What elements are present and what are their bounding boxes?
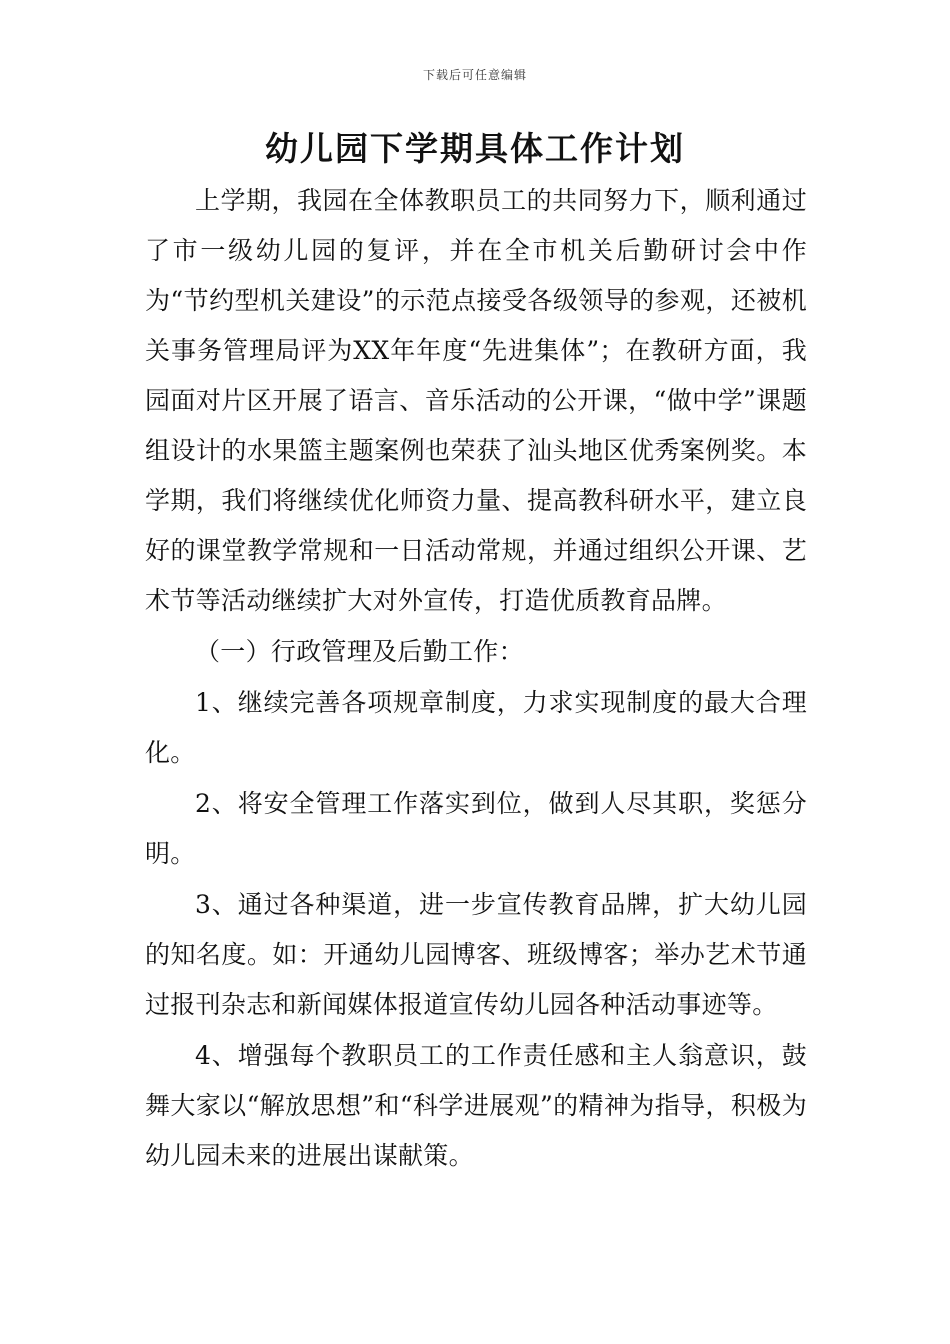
list-item-1: 1、继续完善各项规章制度，力求实现制度的最大合理化。: [145, 688, 807, 767]
list-item-4: 4、增强每个教职员工的工作责任感和主人翁意识，鼓舞大家以“解放思想”和“科学进展观”的精神为指导，积极为幼儿园未来的进展出谋献策。: [145, 1041, 807, 1170]
list-item-3: 3、通过各种渠道，进一步宣传教育品牌，扩大幼儿园的知名度。如：开通幼儿园博客、班级博客；举办艺术节通过报刊杂志和新闻媒体报道宣传幼儿园各种活动事迹等。: [145, 890, 807, 1019]
intro-paragraph: 上学期，我园在全体教职员工的共同努力下，顺利通过了市一级幼儿园的复评，并在全市机关后勤研讨会中作为“节约型机关建设”的示范点接受各级领导的参观，还被机关事务管理局评为XX年年度“先进集体”；在教研方面，我园面对片区开展了语言、音乐活动的公开课，“做中学”课题组设计的水果篮主题案例也荣获了汕头地区优秀案例奖。本学期，我们将继续优化师资力量、提高教科研水平，建立良好的课堂教学常规和一日活动常规，并通过组织公开课、艺术节等活动继续扩大对外宣传，打造优质教育品牌。: [145, 186, 807, 615]
document-body: [145, 176, 807, 1182]
list-item-2: 2、将安全管理工作落实到位，做到人尽其职，奖惩分明。: [145, 789, 807, 868]
document-title: 幼儿园下学期具体工作计划: [265, 129, 685, 168]
page-header-note: 下载后可任意编辑: [422, 68, 527, 82]
section-heading: （一）行政管理及后勤工作：: [195, 637, 524, 666]
